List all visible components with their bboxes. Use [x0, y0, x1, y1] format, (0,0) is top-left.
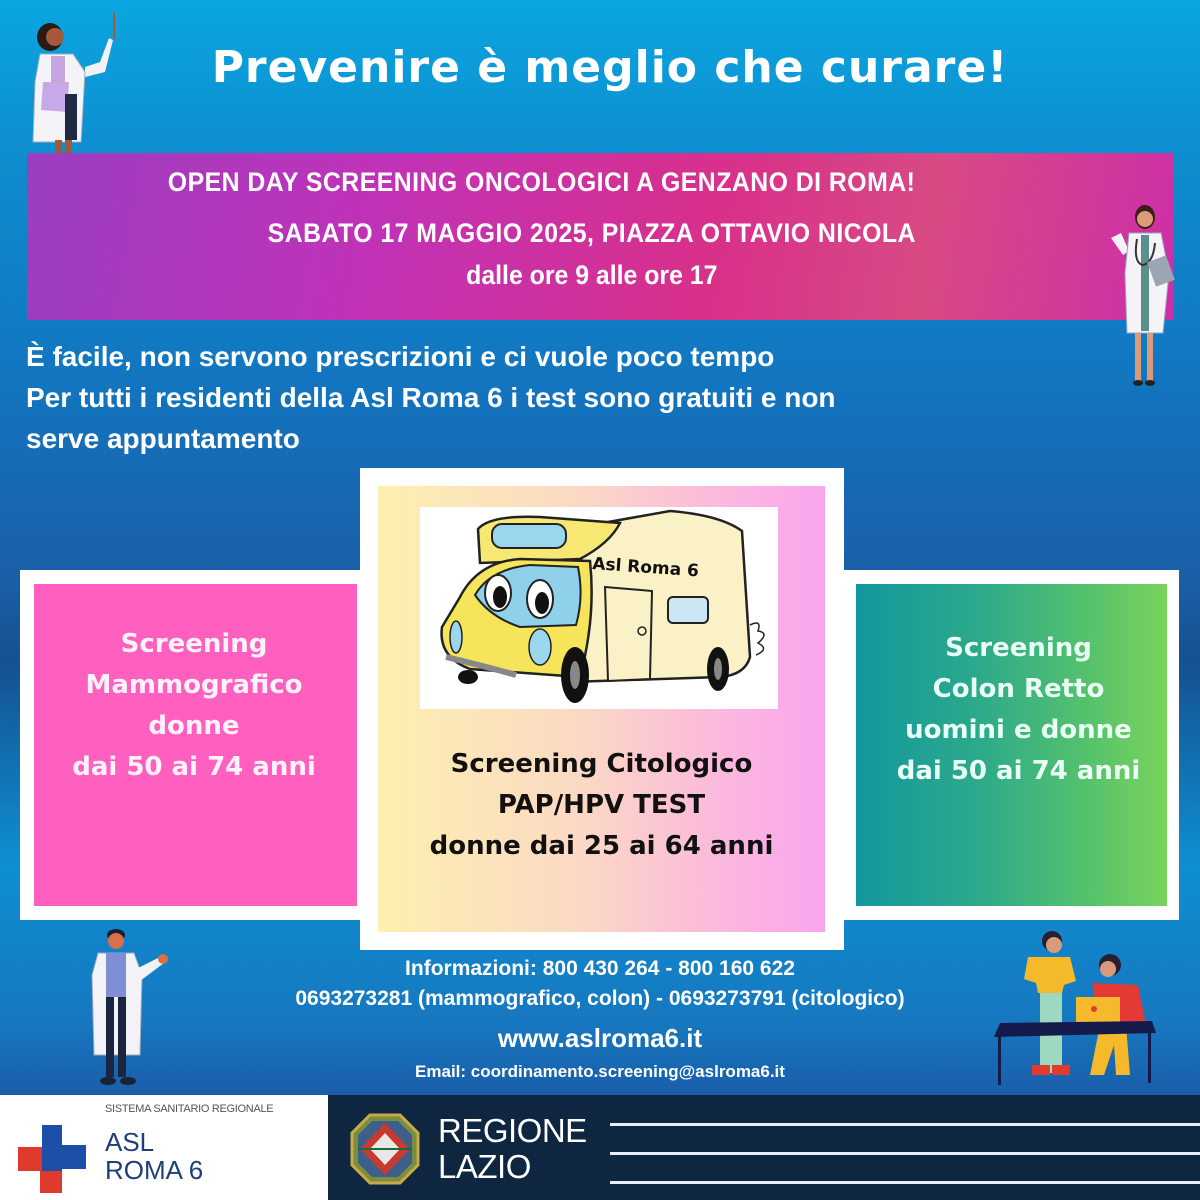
regione-lazio-logo: [328, 1095, 1200, 1200]
asl-name: [105, 1128, 203, 1184]
card-colon-line: uomini e donne: [905, 715, 1132, 745]
page-title: Prevenire è meglio che curare!: [211, 42, 1009, 93]
asl-subtitle: SISTEMA SANITARIO REGIONALE: [105, 1103, 274, 1115]
info-phones: Informazioni: 800 430 264 - 800 160 622: [405, 957, 795, 980]
card-mammografico-line: donne: [148, 711, 240, 741]
regione-name-line-2: LAZIO: [438, 1148, 531, 1185]
camper-van-icon: [420, 507, 778, 709]
contact-info: [140, 954, 1060, 1086]
website-link[interactable]: www.aslroma6.it: [497, 1023, 703, 1053]
intro-text: [26, 336, 1146, 459]
card-citologico: [378, 486, 825, 932]
card-citologico-line: donne dai 25 ai 64 anni: [429, 831, 774, 861]
card-mammografico-line: dai 50 ai 74 anni: [72, 752, 316, 782]
screening-phones: 0693273281 (mammografico, colon) - 0693273791 (citologico): [295, 987, 905, 1010]
asl-cross-icon: [18, 1125, 86, 1193]
card-citologico-line: PAP/HPV TEST: [497, 790, 706, 820]
card-colon-line: Screening: [945, 633, 1092, 663]
card-mammografico: [34, 584, 357, 906]
event-hours: dalle ore 9 alle ore 17: [466, 260, 718, 290]
card-citologico-line: Screening Citologico: [450, 749, 753, 779]
email-link[interactable]: Email: coordinamento.screening@aslroma6.it: [415, 1062, 785, 1081]
card-mammografico-line: Mammografico: [85, 670, 303, 700]
intro-line-3: serve appuntamento: [26, 423, 300, 454]
card-colon-line: Colon Retto: [932, 674, 1105, 704]
card-colon-retto: [856, 584, 1167, 906]
card-mammografico-line: Screening: [120, 629, 268, 659]
regione-name-line-1: REGIONE: [438, 1112, 587, 1149]
event-banner: [27, 153, 1174, 320]
divider-line: [610, 1152, 1200, 1155]
event-title: OPEN DAY SCREENING ONCOLOGICI A GENZANO DI ROMA!: [167, 167, 916, 197]
asl-roma6-logo: [0, 1095, 328, 1200]
asl-name-line-1: ASL: [105, 1127, 155, 1157]
regione-name: [438, 1113, 587, 1185]
van-label: Asl Roma 6: [591, 554, 700, 582]
divider-line: [610, 1181, 1200, 1184]
asl-name-line-2: ROMA 6: [105, 1155, 204, 1185]
regione-lazio-emblem-icon: [350, 1113, 420, 1185]
intro-line-1: È facile, non servono prescrizioni e ci vuole poco tempo: [26, 341, 775, 372]
divider-line: [610, 1123, 1200, 1126]
van-image-box: [420, 507, 778, 709]
event-date-location: SABATO 17 MAGGIO 2025, PIAZZA OTTAVIO NICOLA: [267, 218, 916, 248]
card-colon-line: dai 50 ai 74 anni: [896, 756, 1141, 786]
intro-line-2: Per tutti i residenti della Asl Roma 6 i test sono gratuiti e non: [26, 382, 836, 413]
